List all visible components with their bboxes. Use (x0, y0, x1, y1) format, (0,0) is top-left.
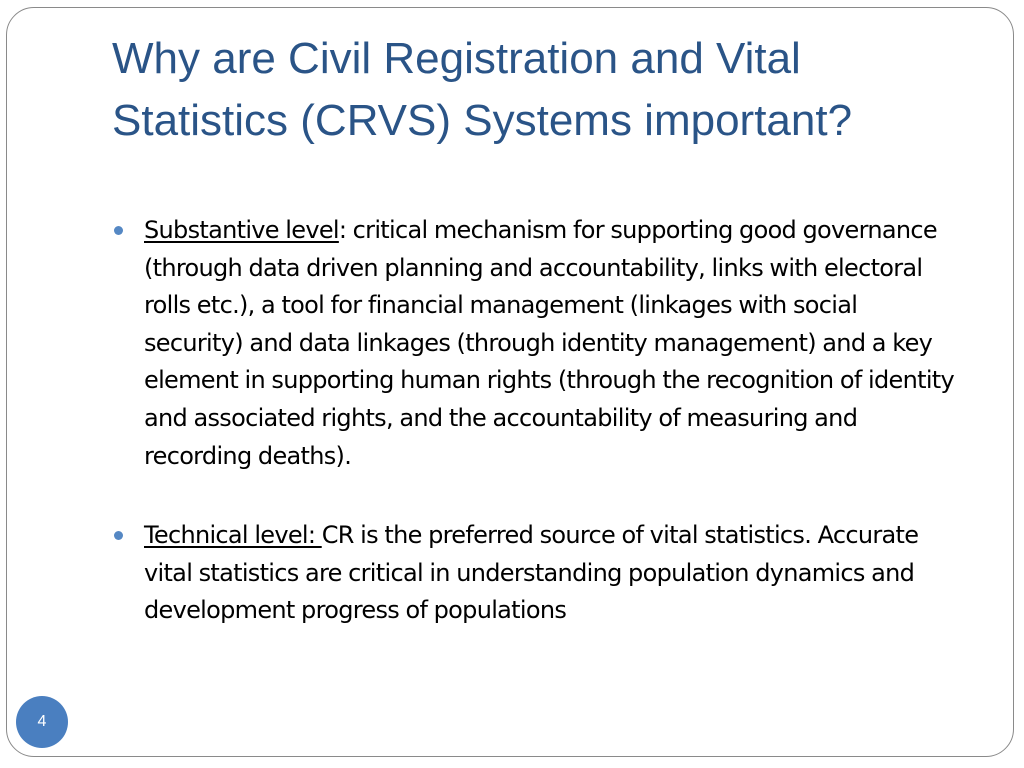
bullet-term: Substantive level (144, 216, 339, 244)
page-number-badge: 4 (16, 696, 68, 748)
bullet-text: : critical mechanism for supporting good governance (through data driven planning and accountability, links with electoral rolls etc.), a tool for financial management (linkages with social security) and data linkages (through identity management) and a key element in supporting human rights (through the recognition of identity and associated rights, and the accountability of measuring and recording deaths). (144, 216, 954, 470)
slide-title: Why are Civil Registration and Vital Statistics (CRVS) Systems important? (112, 34, 853, 145)
bullet-item-substantive (112, 212, 962, 475)
bullet-dot-icon (114, 531, 123, 540)
bullet-list (112, 212, 962, 630)
bullet-dot-icon (114, 226, 123, 235)
bullet-text: CR is the preferred source of vital statistics. Accurate vital statistics are critical in understanding population dynamics and development progress of populations (144, 521, 919, 625)
bullet-term: Technical level: (144, 521, 322, 550)
bullet-item-technical (112, 517, 962, 630)
